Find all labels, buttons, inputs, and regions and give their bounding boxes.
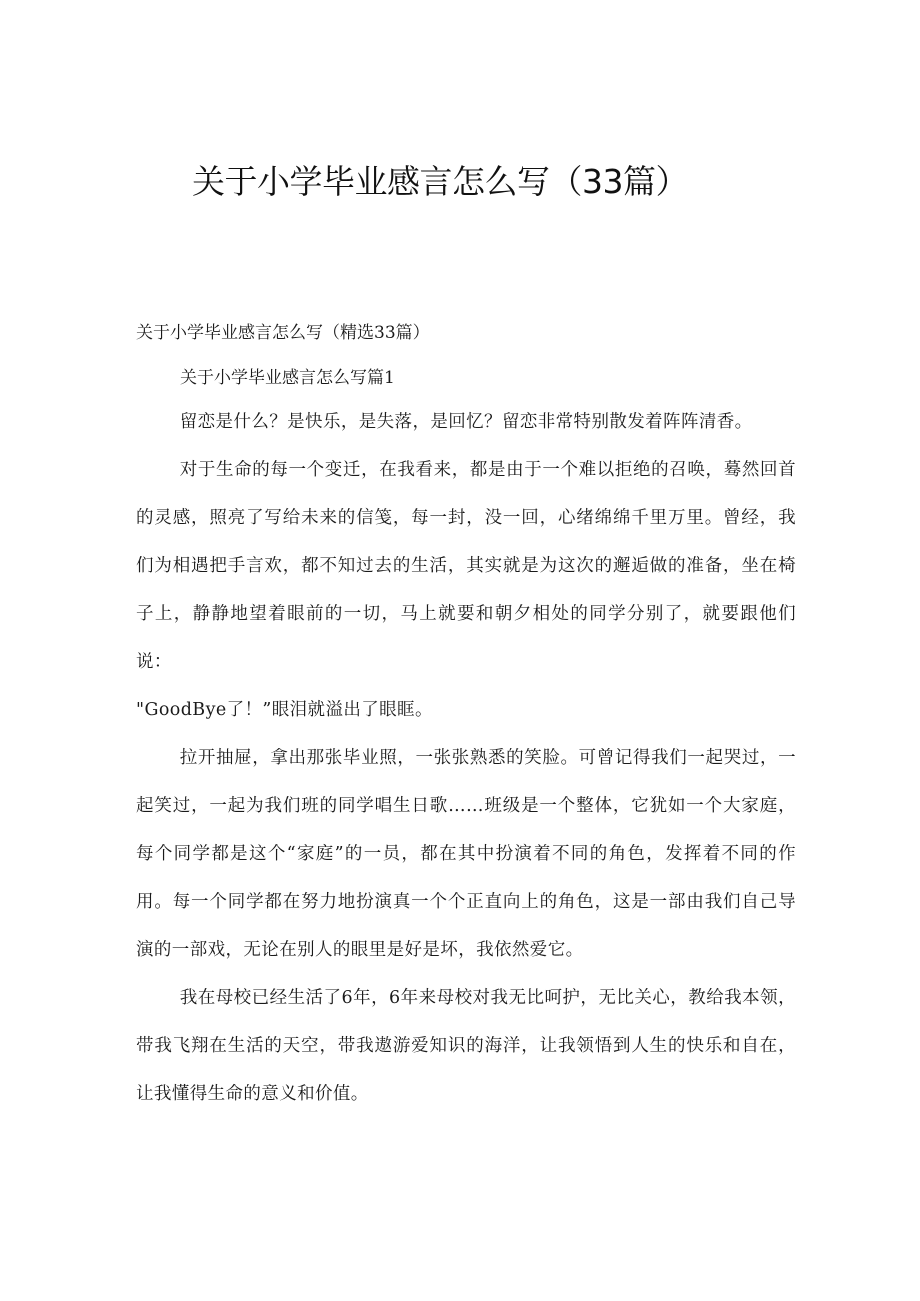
paragraph: 我在母校已经生活了6年，6年来母校对我无比呵护，无比关心，教给我本领，带我飞翔在生活的天空，带我遨游爱知识的海洋，让我领悟到人生的快乐和自在，让我懂得生命的意义和价值。 [136,988,796,1104]
document-title: 关于小学毕业感言怎么写（33篇） [192,162,688,201]
document-body [136,398,796,1118]
paragraph: 留恋是什么？是快乐，是失落，是回忆？留恋非常特别散发着阵阵清香。 [179,412,753,432]
paragraph: 对于生命的每一个变迁，在我看来，都是由于一个难以拒绝的召唤，蓦然回首的灵感，照亮了写给未来的信笺，每一封，没一回，心绪绵绵千里万里。曾经，我们为相遇把手言欢，都不知过去的生活，其实就是为这次的邂逅做的准备，坐在椅子上，静静地望着眼前的一切，马上就要和朝夕相处的同学分别了，就要跟他们说： [136,460,796,672]
paragraph: "GoodBye了！”眼泪就溢出了眼眶。 [136,700,433,720]
paragraph: 拉开抽屉，拿出那张毕业照，一张张熟悉的笑脸。可曾记得我们一起哭过，一起笑过，一起为我们班的同学唱生日歌……班级是一个整体，它犹如一个大家庭，每个同学都是这个“家庭”的一员，都在其中扮演着不同的角色，发挥着不同的作用。每一个同学都在努力地扮演真一个个正直向上的角色，这是一部由我们自己导演的一部戏，无论在别人的眼里是好是坏，我依然爱它。 [136,748,796,960]
document-subtitle: 关于小学毕业感言怎么写（精选33篇） [136,323,430,343]
section-heading: 关于小学毕业感言怎么写篇1 [180,368,395,388]
